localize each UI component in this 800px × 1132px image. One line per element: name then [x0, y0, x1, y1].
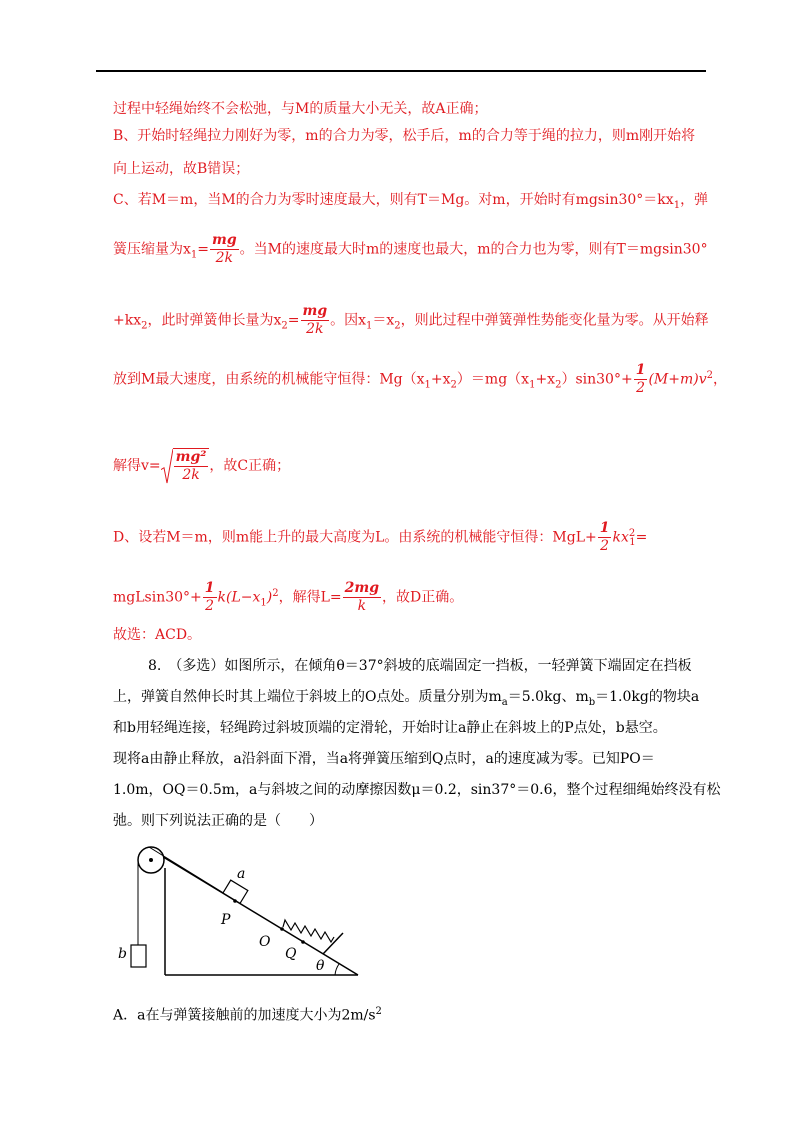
- fraction-mg-2k: $\frac{mg}{2k}$: [212, 232, 237, 266]
- fraction-2mg-k: $\frac{2mg}{k}$: [344, 580, 379, 614]
- point-O: [280, 927, 284, 931]
- incline-svg: [113, 838, 363, 988]
- answer-line-2: B、开始时轻绳拉力刚好为零，m的合力为零，松手后，m的合力等于绳的拉力，则m刚开始将: [113, 128, 696, 144]
- answer-line-7: 放到M最大速度，由系统的机械能守恒得：$Mg(x_1+x_2)=mg(x_1+x_2)\sin 30^\circ+$ $\frac{1}{2}$ $(M+m)v^2$，: [113, 362, 727, 396]
- answer-line-9: D、设若M＝m，则m能上升的最大高度为L。由系统的机械能守恒得：MgL+ $\frac{1}{2}$ $kx^2_1=$: [113, 520, 648, 554]
- option-A: A．a在与弹簧接触前的加速度大小为$2m/s^2$: [113, 1006, 382, 1024]
- answer-line-8: 解得v= $\frac{\text{mg²}}{2k}$ ，故C正确；: [113, 449, 291, 483]
- question-8-line-2: 上，弹簧自然伸长时其上端位于斜坡上的O点处。质量分别为$m_a=5.0kg$、$m_b=1.0kg$的物块a: [113, 689, 700, 708]
- fraction-one-half-2: $\frac{1}{2}$: [599, 520, 610, 554]
- answer-line-5: 簧压缩量为$x_1=$ $\frac{mg}{2k}$ 。当M的速度最大时m的速度也最大，m的合力也为零，则有T＝mgsin30°: [113, 232, 708, 266]
- question-8-line-3: 和b用轻绳连接，轻绳跨过斜坡顶端的定滑轮，开始时让a静止在斜坡上的P点处，b悬空。: [113, 720, 667, 736]
- block-b: [131, 945, 146, 967]
- answer-choice-line: 故选：ACD。: [113, 627, 202, 643]
- square-root: [161, 448, 210, 484]
- answer-line-4: C、若M＝m，当M的合力为零时速度最大，则有T＝Mg。对m，开始时有$mgsin30^\circ=kx_1$，弹: [113, 192, 709, 211]
- label-P: P: [221, 912, 231, 928]
- pulley-axle: [149, 858, 153, 862]
- incline-surface: [155, 852, 358, 975]
- fraction-one-half: $\frac{1}{2}$: [635, 362, 646, 396]
- answer-line-10: mgLsin30°+ $\frac{1}{2}$ $k(L-x_1)^2$，解得L= $\frac{2mg}{k}$ ，故D正确。: [113, 580, 464, 614]
- fraction-mg2-2k: $\frac{\text{mg²}}{2k}$: [175, 449, 207, 483]
- label-O: O: [259, 934, 271, 950]
- question-8-line-6: 弛。则下列说法正确的是（ ）: [113, 813, 323, 829]
- label-Q: Q: [285, 946, 297, 962]
- spring-icon: [283, 920, 334, 942]
- question-8-line-1: 8. （多选）如图所示，在倾角θ＝37°斜坡的底端固定一挡板，一轻弹簧下端固定在挡板: [148, 658, 692, 674]
- header-rule: [96, 70, 706, 72]
- question-8-line-5: 1.0m，OQ＝0.5m，a与斜坡之间的动摩擦因数μ＝0.2，sin37°＝0.6，整个过程细绳始终没有松: [113, 782, 721, 798]
- angle-arc: [335, 964, 339, 975]
- stopper-plate: [323, 933, 343, 954]
- fraction-one-half-3: $\frac{1}{2}$: [204, 580, 215, 614]
- incline-diagram: [113, 838, 363, 988]
- answer-line-6: $+kx_2$，此时弹簧伸长量为$x_2=$ $\frac{mg}{2k}$ 。因$x_1=x_2$，则此过程中弹簧弹性势能变化量为零。从开始释: [113, 303, 709, 337]
- question-8-line-4: 现将a由静止释放，a沿斜面下滑，当a将弹簧压缩到Q点时，a的速度减为零。已知PO＝: [113, 751, 655, 767]
- label-b: b: [118, 946, 127, 962]
- point-Q: [301, 940, 305, 944]
- label-a: a: [237, 866, 246, 882]
- fraction-mg-2k-2: $\frac{mg}{2k}$: [302, 303, 328, 337]
- rope-to-a: [149, 847, 230, 897]
- label-theta: θ: [316, 958, 325, 974]
- point-P: [233, 899, 237, 903]
- answer-line-1: 过程中轻绳始终不会松弛，与M的质量大小无关，故A正确；: [113, 101, 488, 117]
- answer-line-3: 向上运动，故B错误；: [113, 161, 250, 177]
